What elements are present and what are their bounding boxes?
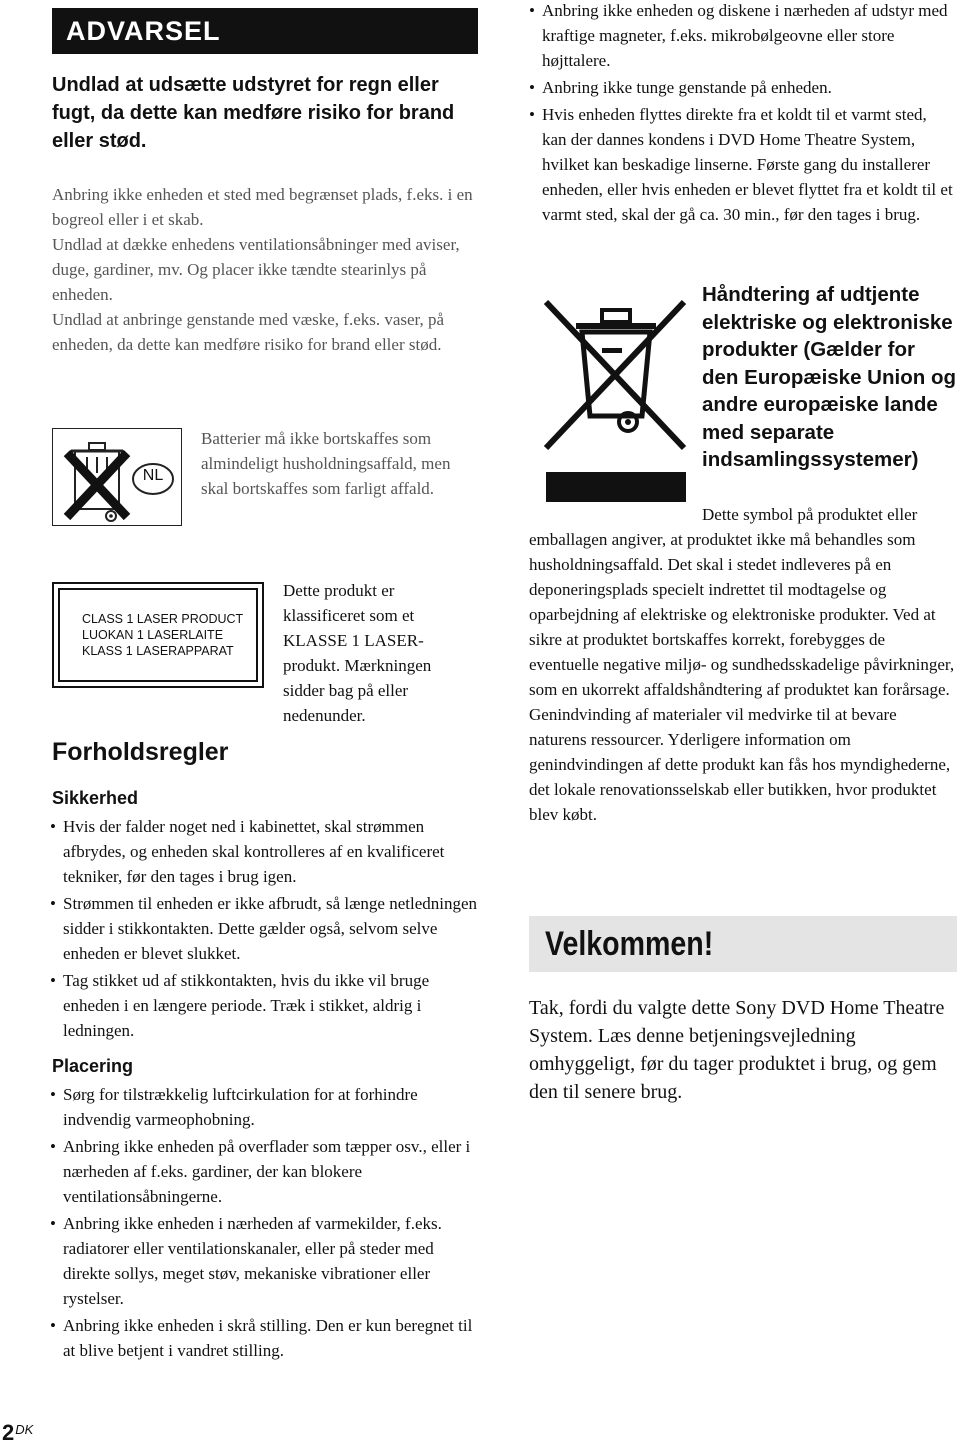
list-item: • Anbring ikke enheden og diskene i nærheden af udstyr med kraftige magneter, f.eks. mikrobølgeovne eller store højttalere. <box>529 0 955 73</box>
warning-paragraph: Undlad at dække enhedens ventilationsåbninger med aviser, duge, gardiner, mv. Og placer ikke tændte stearinlys på enheden. <box>52 235 460 304</box>
list-item: • Anbring ikke tunge genstande på enheden. <box>529 75 955 100</box>
warning-subtitle: Undlad at udsætte udstyret for regn eller fugt, da dette kan medføre risiko for brand eller stød. <box>52 74 455 152</box>
safety-list <box>50 814 480 1045</box>
crossed-bin-icon <box>538 280 692 510</box>
handling-list <box>529 0 955 229</box>
page-number-value: 2 <box>2 1420 15 1445</box>
precautions-title: Forholdsregler <box>52 738 229 766</box>
safety-heading: Sikkerhed <box>52 788 139 808</box>
warning-paragraph: Anbring ikke enheden et sted med begrænset plads, f.eks. i en bogreol eller i et skab. <box>52 185 473 229</box>
placement-list <box>50 1082 480 1365</box>
list-item: • Hvis der falder noget ned i kabinettet, skal strømmen afbrydes, og enheden skal kontrolleres af en kvalificeret tekniker, før den tages i brug igen. <box>50 814 480 889</box>
laser-label-line: CLASS 1 LASER PRODUCT <box>82 612 244 626</box>
list-item: • Strømmen til enheden er ikke afbrudt, så længe netledningen sidder i stikkontakten. Dette gælder også, selvom selve enheden er blevet slukket. <box>50 891 480 966</box>
warning-paragraph: Undlad at anbringe genstande med væske, f.eks. vaser, på enheden, da dette kan medføre risiko for brand eller stød. <box>52 310 445 354</box>
laser-label <box>52 582 264 688</box>
laser-label-line: LUOKAN 1 LASERLAITE <box>82 628 224 642</box>
battery-text: Batterier må ikke bortskaffes som almindeligt husholdningsaffald, men skal bortskaffes som farligt affald. <box>201 429 451 498</box>
disposal-lead: Dette symbol på produktet eller <box>702 505 918 524</box>
welcome-banner <box>529 916 957 972</box>
welcome-text: Tak, fordi du valgte dette Sony DVD Home Theatre System. Læs denne betjeningsvejledning omhyggeligt, før du tager produktet i brug, og gem den til senere brug. <box>529 997 945 1103</box>
list-item: • Anbring ikke enheden i skrå stilling. Den er kun beregnet til at blive betjent i vandret stilling. <box>50 1313 480 1363</box>
page-lang: DK <box>15 1422 34 1437</box>
page-number <box>2 1420 33 1446</box>
disposal-text: emballagen angiver, at produktet ikke må behandles som husholdningsaffald. Det skal i stedet indleveres på en deponeringsplads specielt indrettet til modtagelse og oparbejdning af elektriske og elektroniske produkter. Ved at sikre at produktet bortskaffes korrekt, forebygges de eventuelle negative miljø- og sundhedsskadelige påvirkninger, som en ukorrekt affaldshåndtering af produktet kan forårsage. Genindvinding af materialer vil medvirke til at bevare naturens ressourcer. Yderligere information om genindvindingen af dette produkt kan fås hos myndighederne, det lokale renovationsselskab eller butikken, hvor produktet blev købt. <box>529 530 955 824</box>
laser-label-line: KLASS 1 LASERAPPARAT <box>82 644 234 658</box>
warning-text <box>52 182 480 357</box>
warning-title: ADVARSEL <box>66 16 221 46</box>
disposal-heading: Håndtering af udtjente elektriske og elektroniske produkter (Gælder for den Europæiske Union og andre europæiske lande med separate indsamlingssystemer) <box>702 283 956 471</box>
laser-text: Dette produkt er klassificeret som et KLASSE 1 LASER-produkt. Mærkningen sidder bag på eller nedenunder. <box>283 581 432 725</box>
warning-title-bar <box>52 8 478 54</box>
welcome-title: Velkommen! <box>545 925 714 963</box>
list-item: • Tag stikket ud af stikkontakten, hvis du ikke vil bruge enheden i en længere periode. Træk i stikket, aldrig i ledningen. <box>50 968 480 1043</box>
battery-icon-label: NL <box>142 467 164 484</box>
placement-heading: Placering <box>52 1056 134 1076</box>
list-item: • Anbring ikke enheden på overflader som tæpper osv., eller i nærheden af f.eks. gardiner, der kan blokere ventilationsåbningerne. <box>50 1134 480 1209</box>
list-item: • Sørg for tilstrækkelig luftcirkulation for at forhindre indvendig varmeophobning. <box>50 1082 480 1132</box>
list-item: • Hvis enheden flyttes direkte fra et koldt til et varmt sted, kan der dannes kondens i DVD Home Theatre System, hvilket kan beskadige linserne. Første gang du installerer enheden, eller hvis enheden er blevet flyttet fra et koldt til et varmt sted, skal der gå ca. 30 min., før den tages i brug. <box>529 102 955 227</box>
battery-disposal-icon <box>52 428 182 526</box>
list-item: • Anbring ikke enheden i nærheden af varmekilder, f.eks. radiatorer eller ventilationskanaler, eller på steder med direkte sollys, meget støv, mekaniske vibrationer eller rystelser. <box>50 1211 480 1311</box>
